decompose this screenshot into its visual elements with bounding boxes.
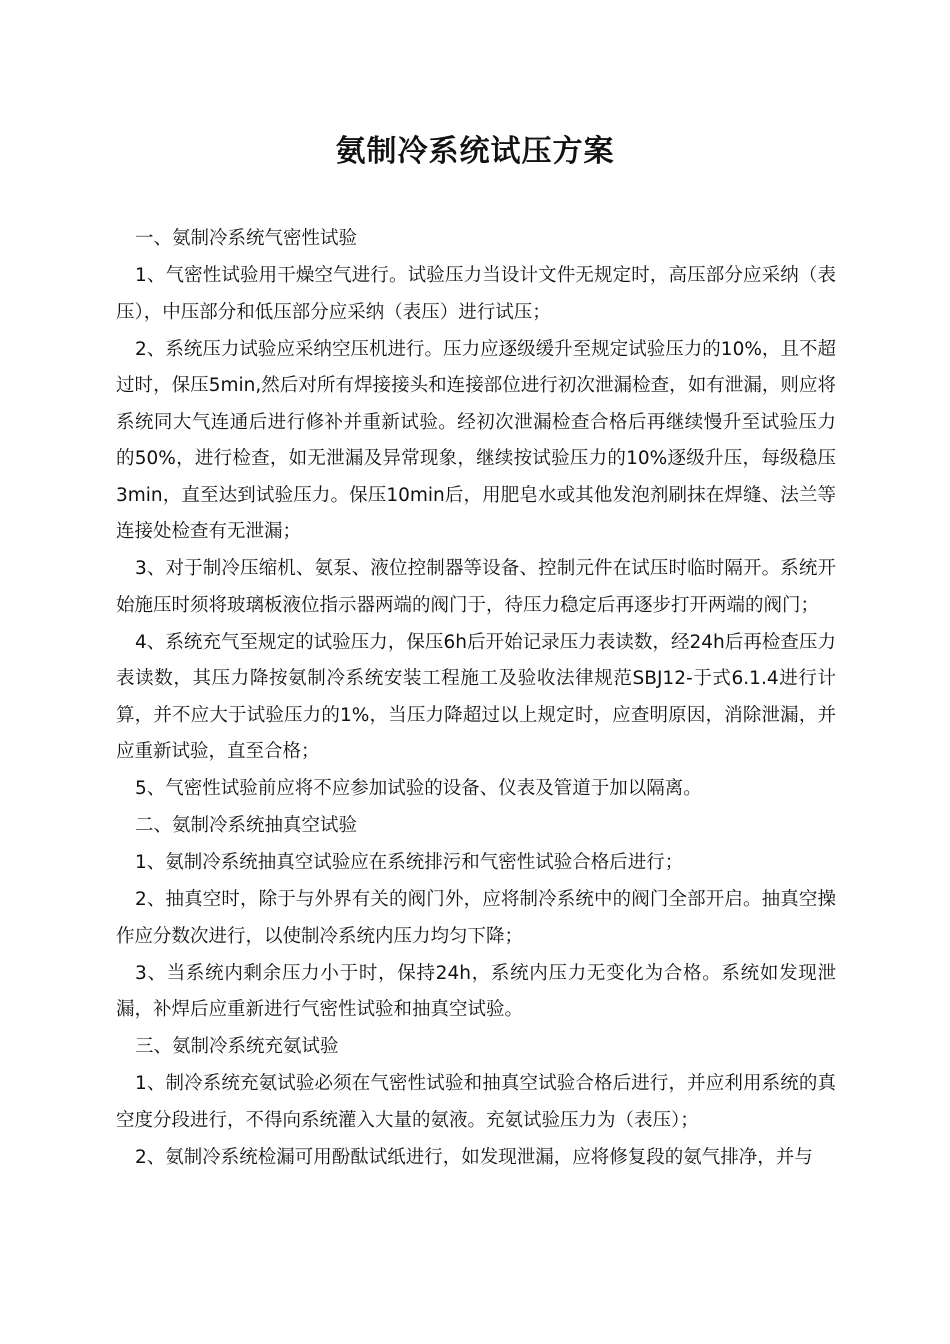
section-heading-3: 三、氨制冷系统充氨试验 [135,1036,339,1057]
section-2-item-2: 2、抽真空时，除于与外界有关的阀门外，应将制冷系统中的阀门全部开启。抽真空操作应分数次进行，以使制冷系统内压力均匀下降； [116,889,836,947]
section-1-item-4: 4、系统充气至规定的试验压力，保压6h后开始记录压力表读数，经24h后再检查压力表读数，其压力降按氨制冷系统安装工程施工及验收法律规范SBJ12-于式6.1.4进行计算，并不应大于试验压力的1%，当压力降超过以上规定时，应查明原因，消除泄漏，并应重新试验，直至合格； [116,631,836,762]
section-2-item-1: 1、氨制冷系统抽真空试验应在系统排污和气密性试验合格后进行； [135,852,684,873]
section-1-item-1: 1、气密性试验用干燥空气进行。试验压力当设计文件无规定时，高压部分应采纳（表压），中压部分和低压部分应采纳（表压）进行试压； [116,265,836,323]
section-heading-2: 二、氨制冷系统抽真空试验 [135,815,358,836]
section-3-item-1: 1、制冷系统充氨试验必须在气密性试验和抽真空试验合格后进行，并应利用系统的真空度分段进行，不得向系统灌入大量的氨液。充氨试验压力为（表压）； [116,1073,836,1131]
document-title: 氨制冷系统试压方案 [335,134,615,169]
section-3-item-2: 2、氨制冷系统检漏可用酚酞试纸进行，如发现泄漏，应将修复段的氨气排净，并与 [135,1146,813,1168]
section-heading-1: 一、氨制冷系统气密性试验 [135,228,358,249]
section-1-item-3: 3、对于制冷压缩机、氨泵、液位控制器等设备、控制元件在试压时临时隔开。系统开始施压时须将玻璃板液位指示器两端的阀门于，待压力稳定后再逐步打开两端的阀门； [116,558,836,616]
section-1-item-5: 5、气密性试验前应将不应参加试验的设备、仪表及管道于加以隔离。 [135,778,702,799]
section-1-item-2: 2、系统压力试验应采纳空压机进行。压力应逐级缓升至规定试验压力的10%，且不超过时，保压5min,然后对所有焊接接头和连接部位进行初次泄漏检查，如有泄漏，则应将系统同大气连通后进行修补并重新试验。经初次泄漏检查合格后再继续慢升至试验压力的50%，进行检查，如无泄漏及异常现象，继续按试验压力的10%逐级升压，每级稳压3min，直至达到试验压力。保压10min后，用肥皂水或其他发泡剂刷抹在焊缝、法兰等连接处检查有无泄漏； [116,338,836,542]
document-body [116,221,836,1177]
section-2-item-3: 3、当系统内剩余压力小于时，保持24h，系统内压力无变化为合格。系统如发现泄漏，补焊后应重新进行气密性试验和抽真空试验。 [116,962,836,1020]
